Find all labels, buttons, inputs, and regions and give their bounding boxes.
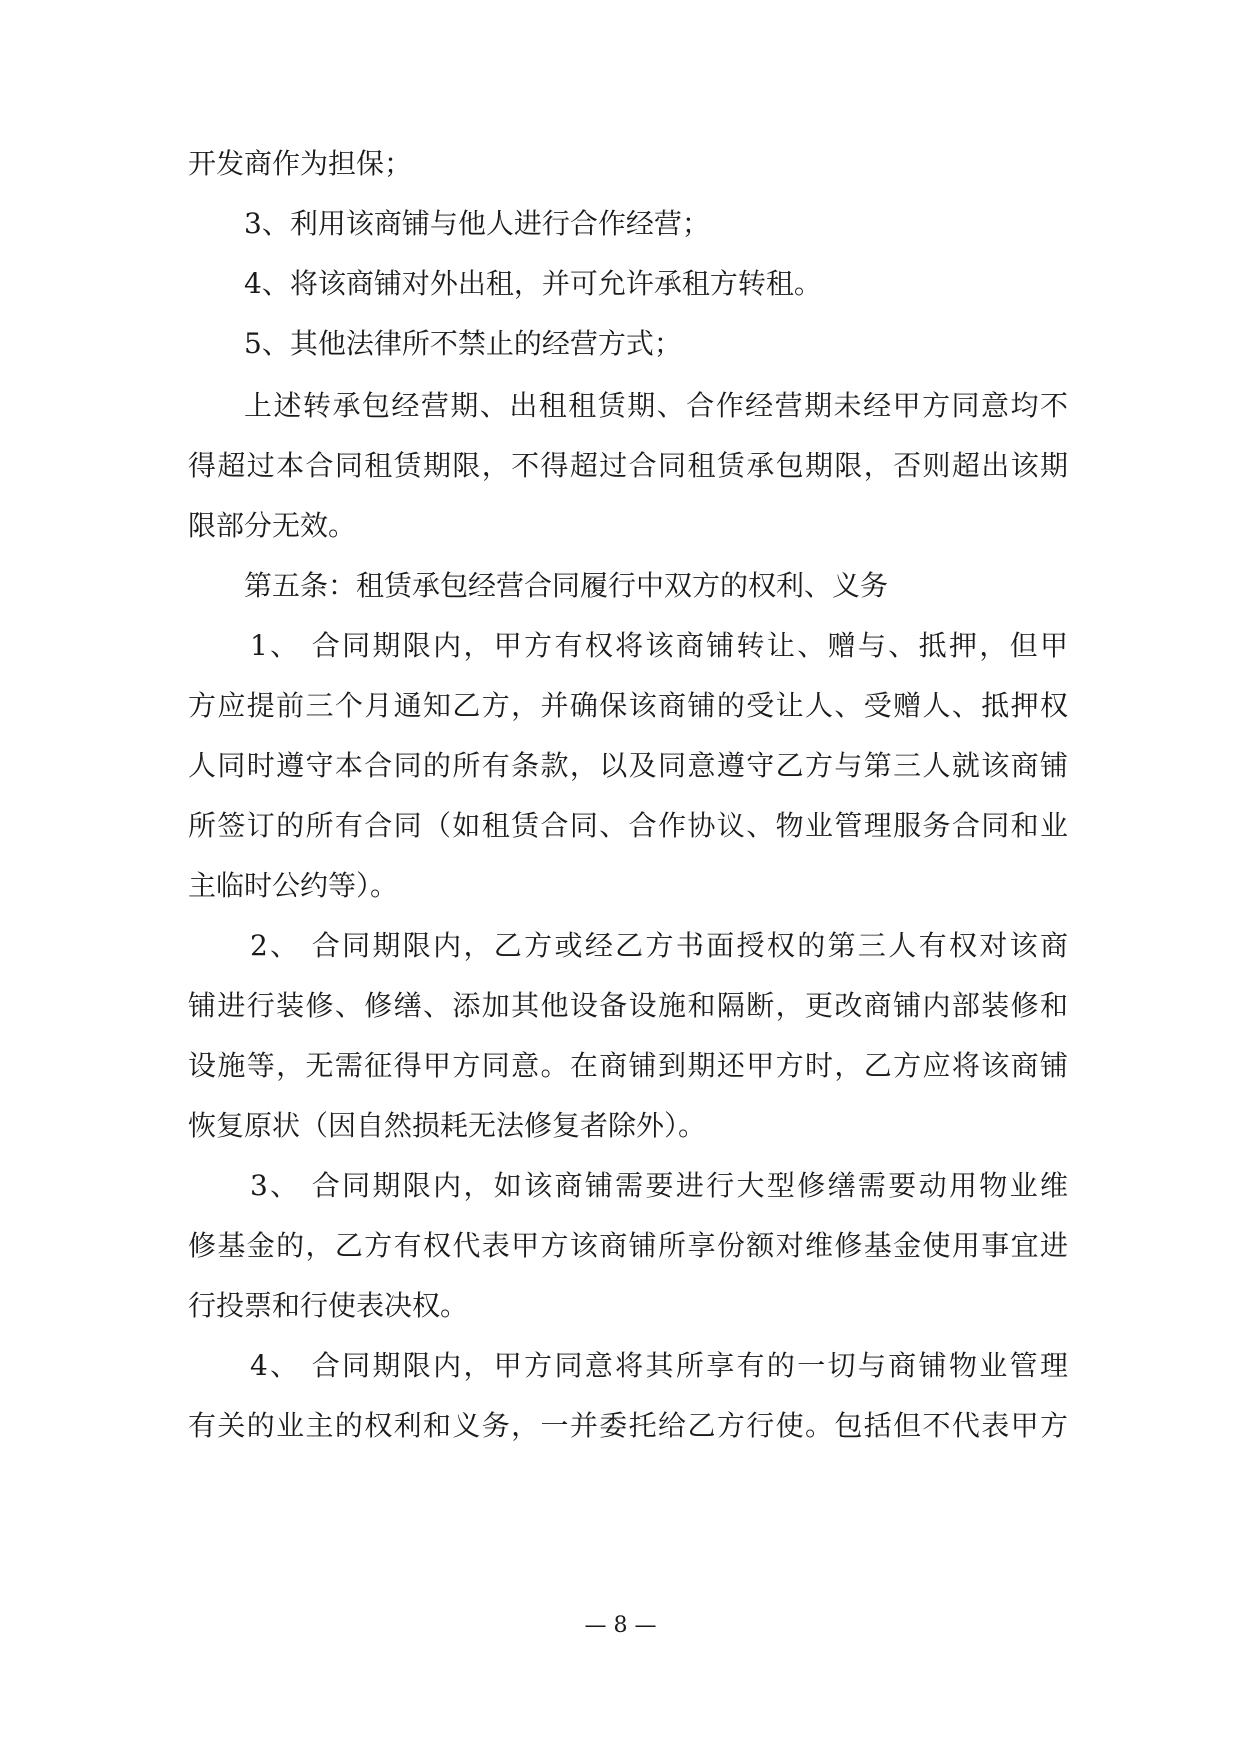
- text-line: 铺进行装修、修缮、添加其他设备设施和隔断，更改商铺内部装修和: [188, 989, 1068, 1022]
- text-line: 1、 合同期限内，甲方有权将该商铺转让、赠与、抵押，但甲: [250, 629, 1068, 662]
- text-line: 设施等，无需征得甲方同意。在商铺到期还甲方时，乙方应将该商铺: [188, 1049, 1068, 1082]
- text-line: 修基金的，乙方有权代表甲方该商铺所享份额对维修基金使用事宜进: [188, 1229, 1068, 1262]
- text-line: 第五条：租赁承包经营合同履行中双方的权利、义务: [244, 569, 889, 602]
- text-line: 3、 合同期限内，如该商铺需要进行大型修缮需要动用物业维: [250, 1169, 1068, 1202]
- text-line: 所签订的所有合同（如租赁合同、合作协议、物业管理服务合同和业: [188, 809, 1068, 842]
- text-line: 2、 合同期限内，乙方或经乙方书面授权的第三人有权对该商: [250, 929, 1068, 962]
- page-number: — 8 —: [584, 1613, 657, 1638]
- text-line: 5、其他法律所不禁止的经营方式；: [244, 327, 682, 360]
- text-line: 限部分无效。: [188, 509, 357, 542]
- text-line: 4、 合同期限内，甲方同意将其所享有的一切与商铺物业管理: [250, 1349, 1068, 1382]
- text-line: 人同时遵守本合同的所有条款，以及同意遵守乙方与第三人就该商铺: [188, 749, 1068, 782]
- text-line: 恢复原状（因自然损耗无法修复者除外）。: [188, 1109, 707, 1142]
- text-line: 开发商作为担保；: [188, 147, 413, 180]
- text-line: 主临时公约等）。: [188, 869, 399, 902]
- text-line: 方应提前三个月通知乙方，并确保该商铺的受让人、受赠人、抵押权: [188, 689, 1068, 722]
- text-line: 4、将该商铺对外出租，并可允许承租方转租。: [244, 267, 822, 300]
- text-line: 得超过本合同租赁期限，不得超过合同租赁承包期限，否则超出该期: [188, 449, 1068, 482]
- text-line: 上述转承包经营期、出租租赁期、合作经营期未经甲方同意均不: [244, 389, 1068, 422]
- text-line: 3、利用该商铺与他人进行合作经营；: [244, 207, 710, 240]
- text-line: 有关的业主的权利和义务，一并委托给乙方行使。包括但不代表甲方: [188, 1409, 1068, 1442]
- text-line: 行投票和行使表决权。: [188, 1289, 469, 1322]
